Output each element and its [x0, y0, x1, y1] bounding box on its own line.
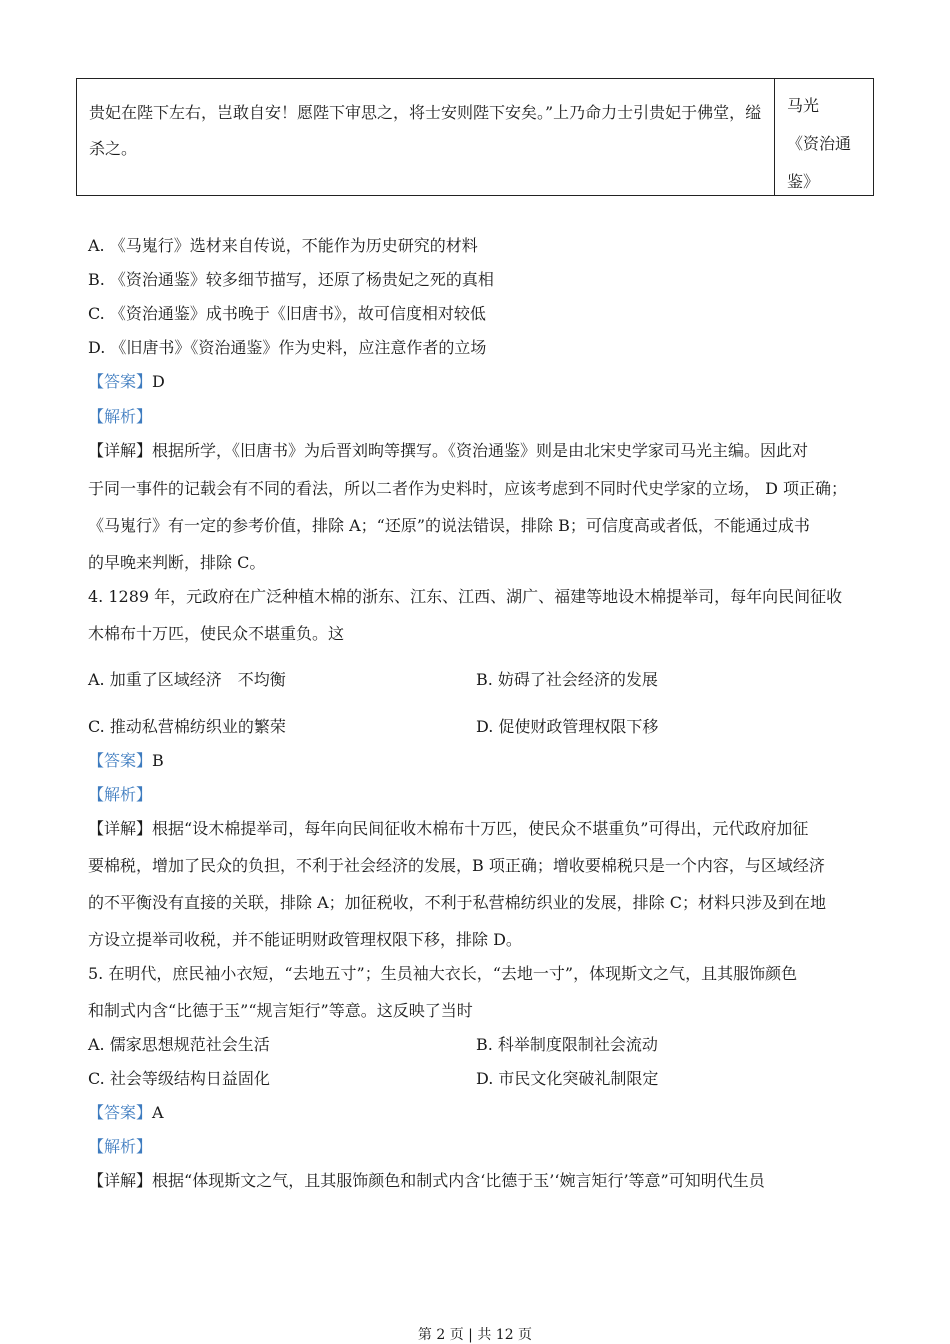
citation-book-line-1: 《资治通	[787, 134, 852, 153]
q3-detail-line-3: 《马嵬行》有一定的参考价值，排除 A；“还原”的说法错误，排除 B；可信度高或者低，不能通过成书	[88, 516, 810, 535]
q4-detail-line-4: 方设立提举司收税，并不能证明财政管理权限下移，排除 D。	[88, 930, 522, 949]
answer-value: B	[152, 751, 164, 770]
q3-option-d: D. 《旧唐书》《资治通鉴》作为史料，应注意作者的立场	[88, 338, 487, 357]
detail-text: 根据“体现斯文之气，且其服饰颜色和制式内含‘比德于玉’‘婉言矩行’等意”可知明代生员	[152, 1171, 765, 1190]
q5-option-c: C. 社会等级结构日益固化	[88, 1069, 270, 1088]
q5-stem-line-2: 和制式内含“比德于玉”“规言矩行”等意。这反映了当时	[88, 1001, 473, 1020]
page-footer: 第 2 页 | 共 12 页	[417, 1327, 533, 1343]
answer-value: D	[152, 372, 165, 391]
q4-detail-line-2: 要棉税，增加了民众的负担，不利于社会经济的发展，B 项正确；增收要棉税只是一个内容，与区域经济	[88, 856, 825, 875]
detail-tag: 【详解】	[88, 819, 153, 838]
q4-stem-line-2: 木棉布十万匹，使民众不堪重负。这	[88, 624, 345, 643]
q3-detail-line-1	[88, 438, 808, 461]
answer-tag: 【答案】	[88, 751, 153, 770]
q3-answer	[88, 369, 165, 392]
source-text-cell: 贵妃在陛下左右，岂敢自安！愿陛下审思之，将士安则陛下安矣。”上乃命力士引贵妃于佛堂，缢杀之。	[77, 79, 775, 195]
detail-tag: 【详解】	[88, 441, 153, 460]
q3-analysis-tag: 【解析】	[88, 407, 153, 426]
q5-answer	[88, 1100, 164, 1123]
q3-option-c: C. 《资治通鉴》成书晚于《旧唐书》，故可信度相对较低	[88, 304, 486, 323]
q4-option-c: C. 推动私营棉纺织业的繁荣	[88, 717, 286, 736]
q5-option-d: D. 市民文化突破礼制限定	[476, 1069, 659, 1088]
answer-tag: 【答案】	[88, 372, 153, 391]
detail-text: 根据所学，《旧唐书》为后晋刘昫等撰写。《资治通鉴》则是由北宋史学家司马光主编。因此对	[152, 441, 809, 460]
citation-author: 马光	[787, 96, 820, 115]
q5-analysis-tag: 【解析】	[88, 1137, 153, 1156]
q4-analysis-tag: 【解析】	[88, 785, 153, 804]
source-table	[76, 78, 874, 196]
q4-option-d: D. 促使财政管理权限下移	[476, 717, 659, 736]
q3-detail-line-2: 于同一事件的记载会有不同的看法，所以二者作为史料时，应该考虑到不同时代史学家的立场， D 项正确；	[88, 479, 848, 498]
q5-option-b: B. 科举制度限制社会流动	[476, 1035, 658, 1054]
q4-option-b: B. 妨碍了社会经济的发展	[476, 670, 658, 689]
detail-tag: 【详解】	[88, 1171, 153, 1190]
q3-detail-line-4: 的早晚来判断，排除 C。	[88, 553, 266, 572]
q5-stem-line-1: 5. 在明代，庶民袖小衣短，“去地五寸”；生员袖大衣长，“去地一寸”，体现斯文之气，且其服饰颜色	[88, 964, 798, 983]
q3-option-a: A. 《马嵬行》选材来自传说，不能作为历史研究的材料	[88, 236, 478, 255]
q3-option-b: B. 《资治通鉴》较多细节描写，还原了杨贵妃之死的真相	[88, 270, 494, 289]
q4-stem-line-1: 4. 1289 年，元政府在广泛种植木棉的浙东、江东、江西、湖广、福建等地设木棉提举司，每年向民间征收	[88, 587, 843, 606]
q4-option-a: A. 加重了区域经济 不均衡	[88, 670, 286, 689]
q4-answer	[88, 748, 164, 771]
q4-detail-line-3: 的不平衡没有直接的关联，排除 A；加征税收，不利于私营棉纺织业的发展，排除 C；材料只涉及到在地	[88, 893, 826, 912]
answer-tag: 【答案】	[88, 1103, 153, 1122]
citation-book-line-2: 鉴》	[787, 172, 820, 191]
answer-value: A	[152, 1103, 164, 1122]
q5-detail-line-1	[88, 1168, 765, 1191]
detail-text: 根据“设木棉提举司，每年向民间征收木棉布十万匹，使民众不堪重负”可得出，元代政府加征	[152, 819, 809, 838]
q5-option-a: A. 儒家思想规范社会生活	[88, 1035, 270, 1054]
q4-detail-line-1	[88, 816, 808, 839]
source-citation-cell	[775, 79, 873, 195]
